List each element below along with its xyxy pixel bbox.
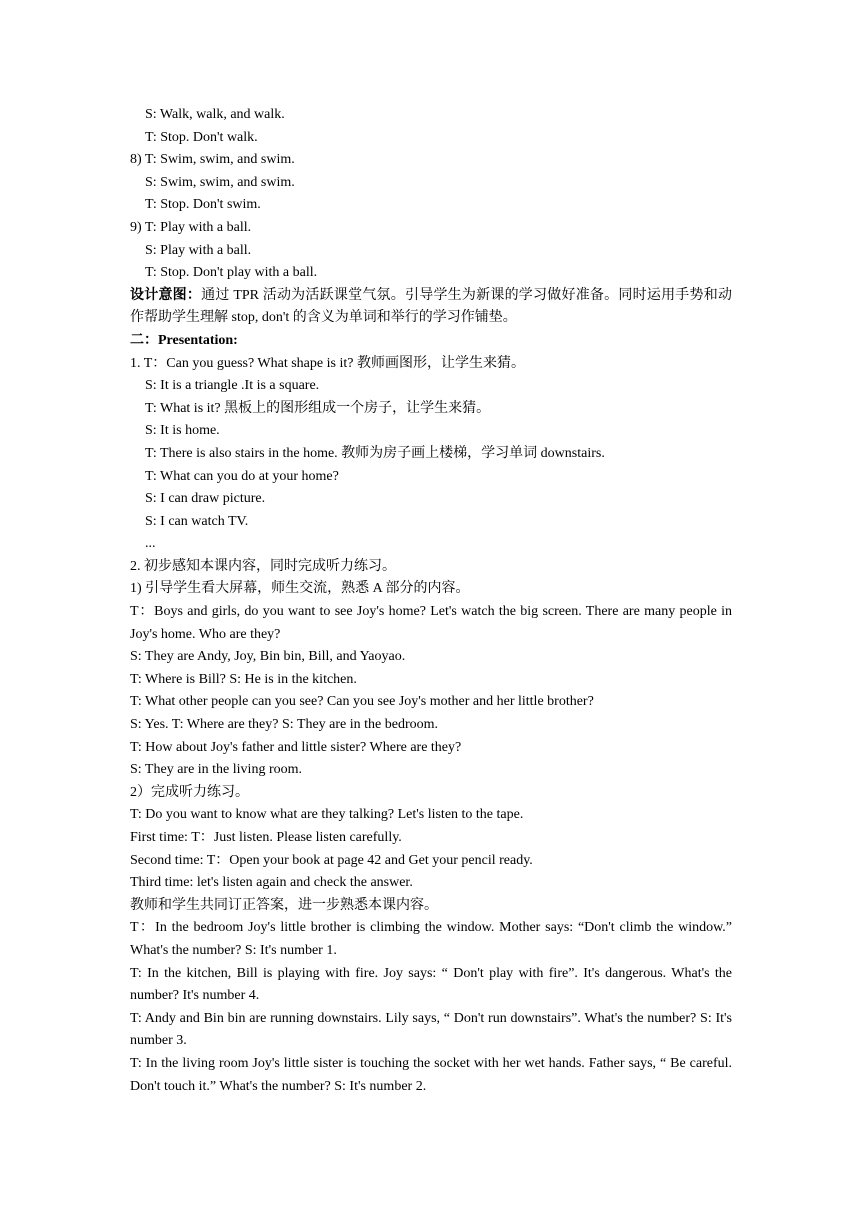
text-line: First time: T：Just listen. Please listen carefully. [130,830,402,845]
text-line: S: It is a triangle .It is a square. [145,378,320,394]
text-line: 1) 引导学生看大屏幕，师生交流，熟悉 A 部分的内容。 [130,581,470,597]
text-paragraph: T: In the living room Joy's little sister is touching the socket with her wet hands. Father says, “ Be careful. Don't touch it.” What's the number? S: It's number 2. [130,1055,732,1094]
text-line: T: What can you do at your home? [145,468,339,484]
text-line: T: What other people can you see? Can you see Joy's mother and her little brother? [130,694,594,710]
text-line: S: I can watch TV. [145,513,249,529]
section-heading: 二：Presentation: [130,332,238,348]
text-paragraph: T: Andy and Bin bin are running downstairs. Lily says, “ Don't run downstairs”. What's the number? S: It's number 3. [130,1010,732,1049]
text-line: T: Do you want to know what are they talking? Let's listen to the tape. [130,807,524,823]
text-line: S: Walk, walk, and walk. [145,107,285,122]
text-line: S: It is home. [145,423,220,439]
text-line: T: Stop. Don't swim. [145,197,261,213]
text-line: T: Stop. Don't walk. [145,129,258,145]
text-paragraph: T：Boys and girls, do you want to see Joy's home? Let's watch the big screen. There are many people in Joy's home. Who are they? [130,604,732,642]
text-line: ... [145,536,156,552]
design-intent-paragraph [130,285,732,330]
text-line: S: They are in the living room. [130,762,302,778]
text-line: S: They are Andy, Joy, Bin bin, Bill, and Yaoyao. [130,649,406,665]
text-line: T: What is it? 黑板上的图形组成一个房子，让学生来猜。 [145,400,491,416]
text-line: T: Stop. Don't play with a ball. [145,265,318,281]
text-paragraph: T: In the kitchen, Bill is playing with fire. Joy says: “ Don't play with fire”. It's dangerous. What's the number? It's number 4. [130,965,732,1004]
text-line: T: Where is Bill? S: He is in the kitchen. [130,671,357,687]
text-line: S: Swim, swim, and swim. [145,174,295,190]
text-line: T: How about Joy's father and little sister? Where are they? [130,739,462,755]
text-paragraph: T：In the bedroom Joy's little brother is climbing the window. Mother says: “Don't climb the window.” What's the number? S: It's number 1. [130,920,732,958]
text-line: T: There is also stairs in the home. 教师为房子画上楼梯，学习单词 downstairs. [145,445,605,461]
text-line: 1. T：Can you guess? What shape is it? 教师画图形，让学生来猜。 [130,355,525,371]
text-line: 9) T: Play with a ball. [130,219,252,235]
text-line: S: Yes. T: Where are they? S: They are in the bedroom. [130,717,439,733]
text-line: 2）完成听力练习。 [130,784,249,800]
text-line: S: I can draw picture. [145,491,266,507]
text-line: Third time: let's listen again and check the answer. [130,875,413,891]
text-line: 2. 初步感知本课内容，同时完成听力练习。 [130,558,396,574]
design-intent-label: 设计意图： [130,287,202,303]
text-line: Second time: T：Open your book at page 42 and Get your pencil ready. [130,852,533,868]
text-line: S: Play with a ball. [145,242,252,258]
design-intent-text: 通过 TPR 活动为活跃课堂气氛。引导学生为新课的学习做好准备。同时运用手势和动作帮助学生理解 stop, don't 的含义为单词和举行的学习作铺垫。 [130,287,732,326]
text-line: 教师和学生共同订正答案，进一步熟悉本课内容。 [130,897,438,913]
text-line: 8) T: Swim, swim, and swim. [130,152,295,168]
document-page [130,104,732,1098]
